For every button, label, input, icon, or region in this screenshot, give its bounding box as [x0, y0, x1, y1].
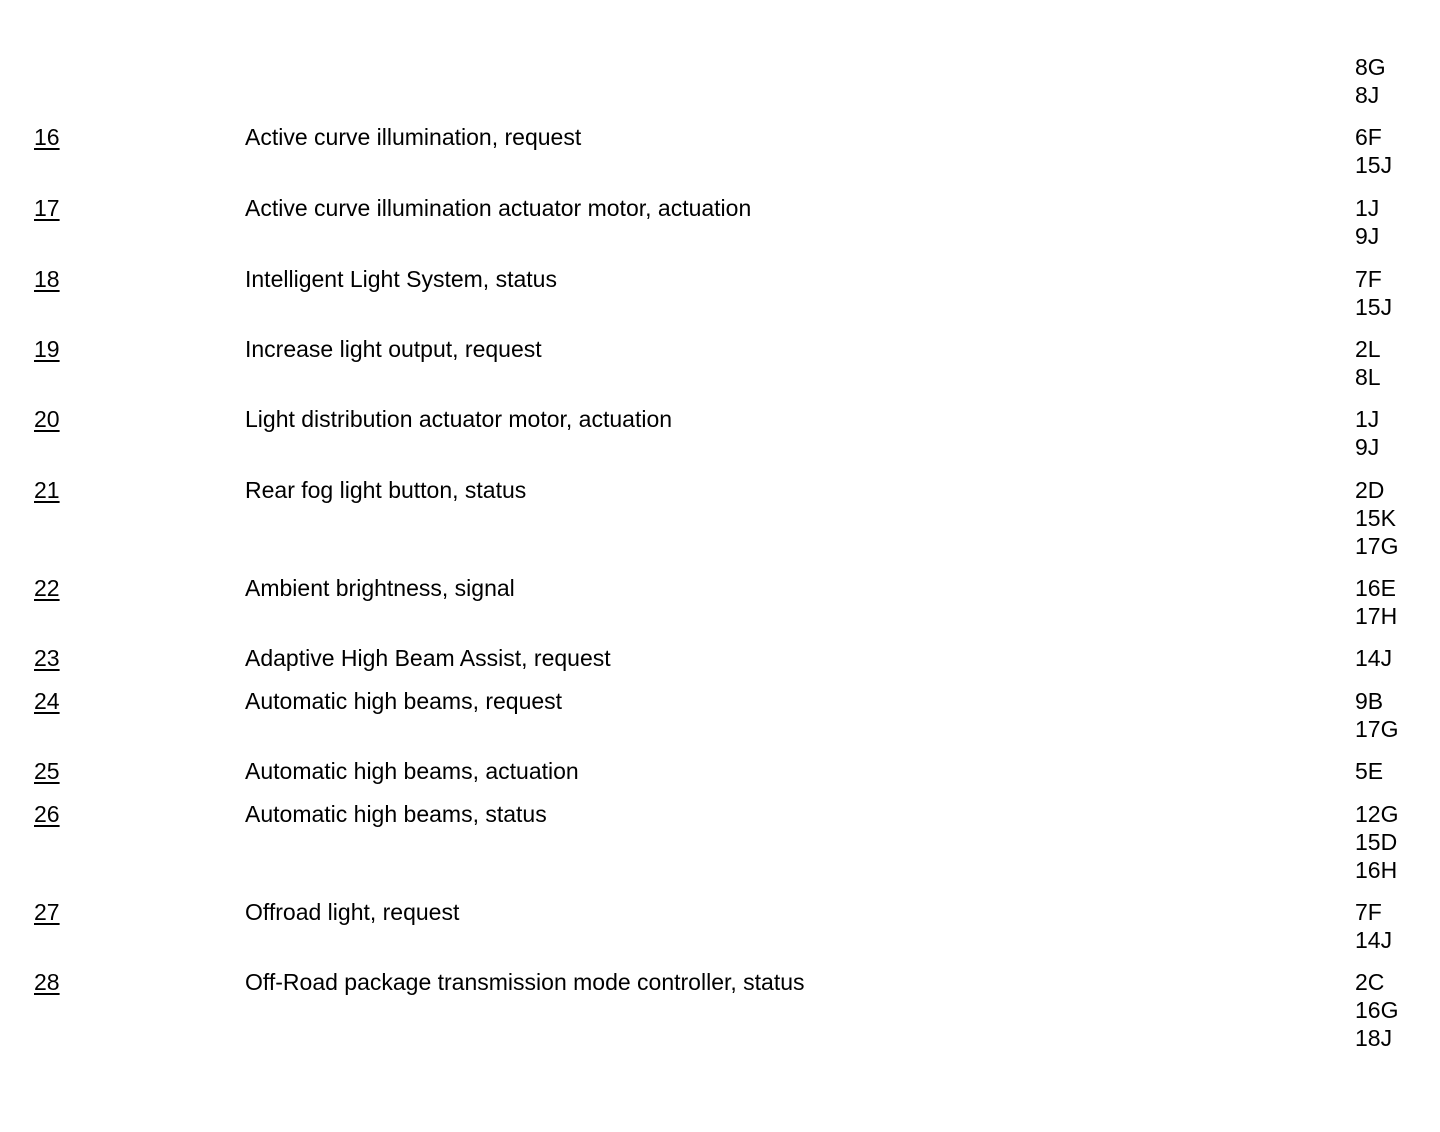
entry-codes: [1355, 574, 1435, 630]
entry-codes: [1355, 898, 1435, 954]
entry-description: Adaptive High Beam Assist, request: [245, 645, 611, 671]
code: 16H: [1355, 857, 1398, 883]
entry-codes: [1355, 644, 1435, 672]
entry-codes: [1355, 405, 1435, 461]
entry-codes: [1355, 194, 1435, 250]
entry-number-link[interactable]: 16: [34, 124, 60, 150]
code: 16E: [1355, 575, 1396, 601]
entry-number-link[interactable]: 20: [34, 406, 60, 432]
entry-number-link[interactable]: 17: [34, 195, 60, 221]
entry-codes: [1355, 265, 1435, 321]
entry-codes: [1355, 687, 1435, 743]
code: 2D: [1355, 477, 1385, 503]
code: 14J: [1355, 645, 1393, 671]
entry-description: Off-Road package transmission mode controller, status: [245, 969, 805, 995]
code: 2L: [1355, 336, 1381, 362]
code: 6F: [1355, 124, 1382, 150]
entry-description: Active curve illumination actuator motor, actuation: [245, 195, 752, 221]
entry-description: Automatic high beams, actuation: [245, 758, 579, 784]
code: 7F: [1355, 266, 1382, 292]
entry-description: Increase light output, request: [245, 336, 542, 362]
code: 15J: [1355, 152, 1393, 178]
entry-description: Light distribution actuator motor, actuation: [245, 406, 673, 432]
entry-number-link[interactable]: 19: [34, 336, 60, 362]
entry-codes: [1355, 476, 1435, 560]
entry-number-link[interactable]: 22: [34, 575, 60, 601]
code: 15K: [1355, 505, 1396, 531]
entry-description: Intelligent Light System, status: [245, 266, 557, 292]
entry-number-link[interactable]: 23: [34, 645, 60, 671]
entry-codes: [1355, 800, 1435, 884]
entry-description: Automatic high beams, request: [245, 688, 563, 714]
entry-codes: [1355, 968, 1435, 1052]
entry-codes: [1355, 123, 1435, 179]
entry-number-link[interactable]: 24: [34, 688, 60, 714]
entry-description: Offroad light, request: [245, 899, 460, 925]
code: 17G: [1355, 716, 1399, 742]
entry-number-link[interactable]: 18: [34, 266, 60, 292]
code: 16G: [1355, 997, 1399, 1023]
entry-number-link[interactable]: 21: [34, 477, 60, 503]
entry-number-link[interactable]: 28: [34, 969, 60, 995]
code: 8J: [1355, 82, 1380, 108]
continuation-codes: [1355, 53, 1435, 109]
entry-number-link[interactable]: 25: [34, 758, 60, 784]
code: 18J: [1355, 1025, 1393, 1051]
entry-description: Ambient brightness, signal: [245, 575, 515, 601]
code: 9J: [1355, 223, 1380, 249]
code: 14J: [1355, 927, 1393, 953]
code: 12G: [1355, 801, 1399, 827]
code: 5E: [1355, 758, 1384, 784]
code: 8G: [1355, 54, 1386, 80]
code: 15J: [1355, 294, 1393, 320]
code: 9J: [1355, 434, 1380, 460]
code: 2C: [1355, 969, 1385, 995]
code: 1J: [1355, 406, 1380, 432]
code: 9B: [1355, 688, 1384, 714]
entry-number-link[interactable]: 26: [34, 801, 60, 827]
code: 8L: [1355, 364, 1381, 390]
entry-description: Active curve illumination, request: [245, 124, 582, 150]
code: 7F: [1355, 899, 1382, 925]
entry-description: Automatic high beams, status: [245, 801, 547, 827]
code: 17G: [1355, 533, 1399, 559]
entry-codes: [1355, 757, 1435, 785]
code: 17H: [1355, 603, 1398, 629]
code: 1J: [1355, 195, 1380, 221]
entry-number-link[interactable]: 27: [34, 899, 60, 925]
entry-codes: [1355, 335, 1435, 391]
code: 15D: [1355, 829, 1398, 855]
entry-description: Rear fog light button, status: [245, 477, 527, 503]
